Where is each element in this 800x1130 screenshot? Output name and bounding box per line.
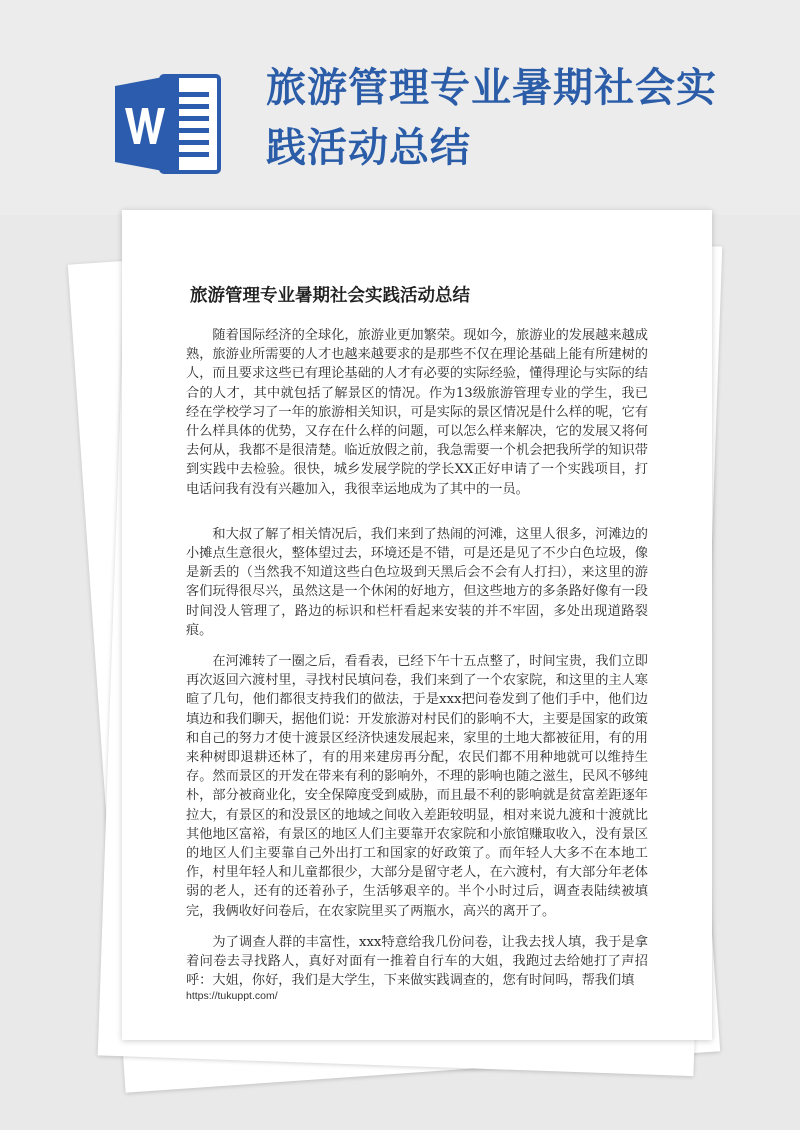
- footer-url[interactable]: https://tukuppt.com/: [186, 990, 278, 1002]
- paragraph: 为了调查人群的丰富性，xxx特意给我几份问卷，让我去找人填，我于是拿着问卷去寻找路人，真好对面有一推着自行车的大姐，我跑过去给她打了声招呼：大姐，你好，我们是大学生，下来做实践调查的，您有时间吗，帮我们填: [186, 934, 648, 989]
- banner-title: 旅游管理专业暑期社会实践活动总结: [266, 65, 717, 171]
- document-title: 旅游管理专业暑期社会实践活动总结: [190, 286, 470, 306]
- document-page: [122, 210, 712, 1040]
- paragraph: 随着国际经济的全球化，旅游业更加繁荣。现如今，旅游业的发展越来越成熟，旅游业所需要的人才也越来越要求的是那些不仅在理论基础上能有所建树的人，而且要求这些已有理论基础的人才有必要的实际经验，懂得理论与实际的结合的人才，其中就包括了解景区的情况。作为13级旅游管理专业的学生，我已经在学校学习了一年的旅游相关知识，可是实际的景区情况是什么样的呢，它有什么样具体的优势，又存在什么样的问题，可以怎么样来解决，它的发展又将何去何从，我都不是很清楚。临近放假之前，我急需要一个机会把我所学的知识带到实践中去检验。很快，城乡发展学院的学长XX正好申请了一个实践项目，打电话问我有没有兴趣加入，我很幸运地成为了其中的一员。: [186, 328, 648, 497]
- banner: [0, 0, 800, 215]
- paragraph: 和大叔了解了相关情况后，我们来到了热闹的河滩，这里人很多，河滩边的小摊点生意很火，整体望过去，环境还是不错，可是还是见了不少白色垃圾，像是新丢的（当然我不知道这些白色垃圾到天黑后会不会有人打扫），来这里的游客们玩得很尽兴，虽然这是一个休闲的好地方，但这些地方的多条路好像有一段时间没人管理了，路边的标识和栏杆看起来安装的并不牢固，多处出现道路裂痕。: [186, 526, 648, 638]
- word-document-icon: [113, 70, 223, 178]
- paragraph: 在河滩转了一圈之后，看看表，已经下午十五点整了，时间宝贵，我们立即再次返回六渡村里，寻找村民填问卷，我们来到了一个农家院，和这里的主人寒暄了几句，他们都很支持我们的做法，于是xxx把问卷发到了他们手中，他们边填边和我们聊天，据他们说：开发旅游对村民们的影响不大，主要是国家的政策和自己的努力才使十渡景区经济快速发展起来，家里的土地大都被征用，有的用来种树即退耕还林了，有的用来建房再分配，农民们都不用种地就可以维持生存。然而景区的开发在带来有利的影响外，不理的影响也随之滋生，民风不够纯朴，部分被商业化，安全保障度受到威胁，而且最不利的影响就是贫富差距逐年拉大，有景区的和没景区的地域之间收入差距较明显，相对来说九渡和十渡就比其他地区富裕，有景区的地区人们主要靠开农家院和小旅馆赚取收入，没有景区的地区人们主要靠自己外出打工和国家的好政策了。而年轻人大多不在本地工作，村里年轻人和儿童都很少，大部分是留守老人，在六渡村，有大部分年老体弱的老人，还有的还着孙子，生活够艰辛的。半个小时过后，调查表陆续被填完，我俩收好问卷后，在农家院里买了两瓶水，高兴的离开了。: [186, 654, 648, 919]
- document-body: [186, 326, 648, 1003]
